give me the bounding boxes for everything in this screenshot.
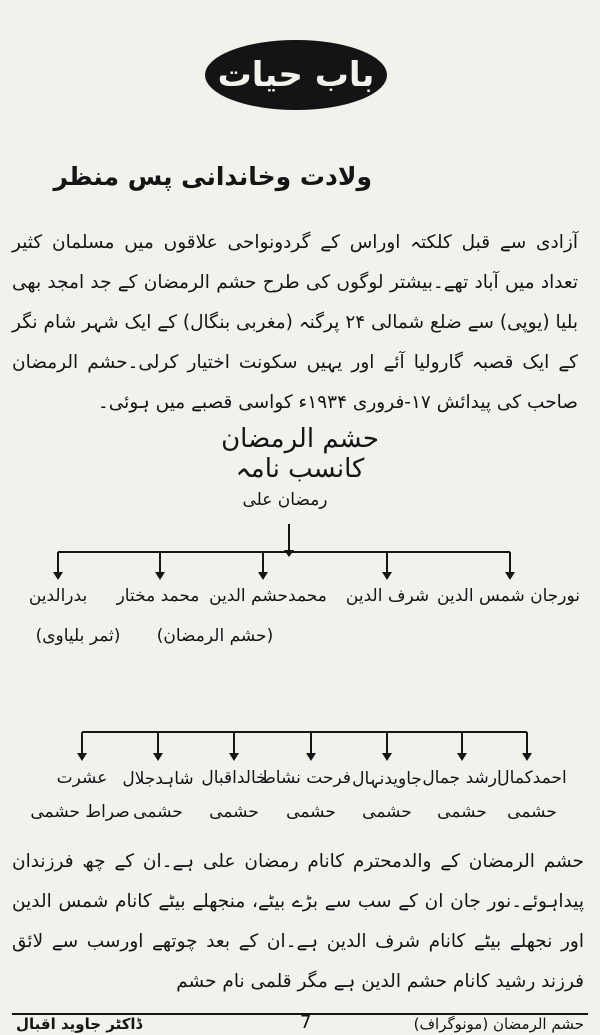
child-3: محمدحشم الدین (209, 586, 327, 606)
footer-author: ڈاکٹر جاوید اقبال (16, 1015, 143, 1033)
paragraph-2: حشم الرمضان کے والدمحترم کانام رمضان علی ہے۔ان کے چھ فرزندان پیداہوئے۔نور جان ان کے سب سے بڑے بیٹے، منجھلے بیٹے کانام شمس الدین اور نجھلے بیٹے کانام شرف الدین ہے۔ان کے بعد چوتھے اورسب سے لائق فرزند رشید کانام حشم الدین ہے مگر قلمی نام حشم (12, 851, 584, 992)
grandchild-5-surname: حشمی (209, 802, 259, 822)
grandchild-1: احمدکمال (497, 768, 567, 788)
grandchild-7-surname: صراط حشمی (30, 802, 130, 822)
chapter-title: باب حیات (217, 55, 375, 95)
grandchild-4-surname: حشمی (286, 802, 336, 822)
page-number: 7 (300, 1012, 312, 1033)
section-heading: ولادت وخاندانی پس منظر (53, 162, 372, 191)
footer-book-title: حشم الرمضان (مونوگراف) (413, 1015, 584, 1033)
paragraph-1: آزادی سے قبل کلکتہ اوراس کے گردونواحی علاقوں میں مسلمان کثیر تعداد میں آباد تھے۔بیشتر لوگوں کی طرح حشم الرمضان کے جد امجد بھی بلیا (یوپی) سے ضلع شمالی ۲۴ پرگنہ (مغربی بنگال) کے ایک شہر شام نگر کے ایک قصبہ گارولیا آئے اور یہیں سکونت اختیار کرلی۔حشم الرمضان صاحب کی پیدائش ۱۷-فروری ۱۹۳۴ء کواسی قصبے میں ہوئی۔ (12, 232, 578, 413)
child-5-pen-name: (ثمر بلیاوی) (35, 626, 121, 646)
grandchild-3-surname: حشمی (362, 802, 412, 822)
child-2: شرف الدین (345, 586, 430, 606)
grandchild-6: شاہدجلال (122, 769, 194, 789)
child-5: بدرالدین (28, 586, 88, 606)
grandchild-5: خالداقبال (201, 768, 267, 788)
grandchild-2: ارشد جمال (422, 768, 502, 788)
grandchild-2-surname: حشمی (437, 802, 487, 822)
family-tree-title: حشم الرمضان کانسب نامہ (221, 424, 379, 484)
child-3-pen-name: (حشم الرمضان) (156, 626, 274, 646)
child-1: نورجان شمس الدین (437, 586, 580, 606)
grandchild-1-surname: حشمی (507, 802, 557, 822)
grandchild-7: عشرت (56, 768, 108, 788)
child-4: محمد مختار (116, 586, 200, 606)
page-footer (12, 1013, 588, 1033)
grandchild-3: جاویدنہال (352, 769, 422, 789)
family-tree-root: رمضان علی (242, 490, 328, 510)
grandchild-4: فرحت نشاط (260, 768, 351, 788)
grandchild-6-surname: حشمی (133, 802, 183, 822)
